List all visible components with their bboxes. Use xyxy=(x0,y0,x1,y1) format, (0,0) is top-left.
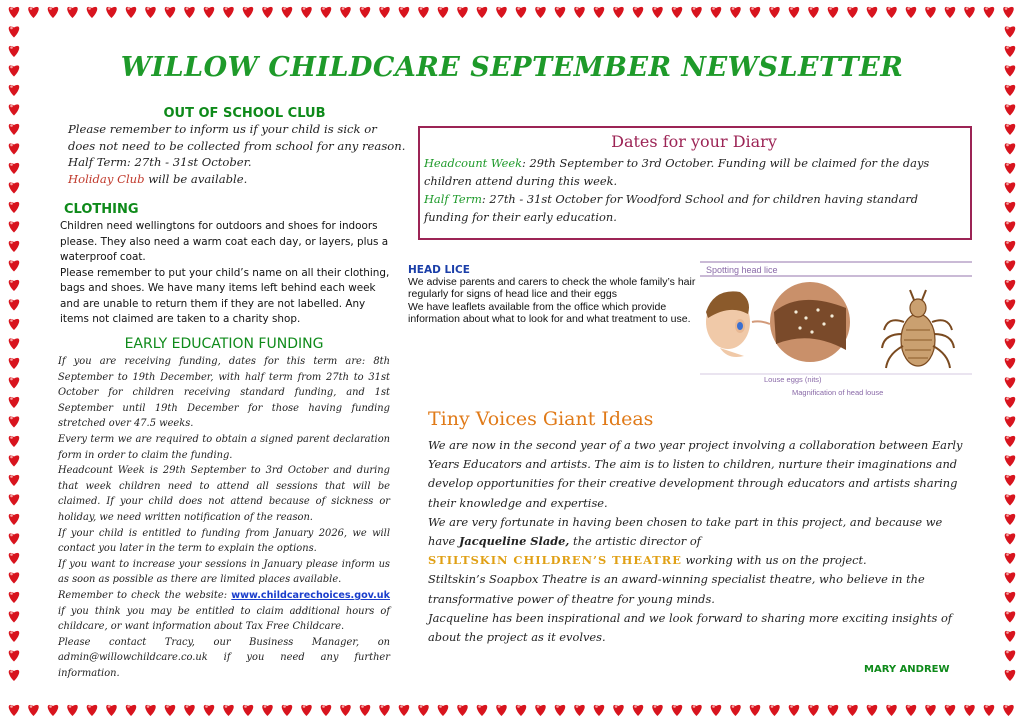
border-heart xyxy=(1005,280,1016,291)
border-heart xyxy=(925,7,936,18)
border-heart xyxy=(340,705,351,716)
border-heart xyxy=(750,7,761,18)
childcare-choices-link[interactable]: www.childcarechoices.gov.uk xyxy=(231,589,390,601)
border-heart xyxy=(750,705,761,716)
head-lice-section xyxy=(408,264,698,326)
border-heart xyxy=(223,705,234,716)
half-term-text: : 27th - 31st October for Woodford School and for children having standard funding for their early education. xyxy=(424,192,919,224)
border-heart xyxy=(321,7,332,18)
border-heart xyxy=(867,705,878,716)
border-heart xyxy=(1005,319,1016,330)
border-heart xyxy=(243,7,254,18)
border-heart xyxy=(1005,592,1016,603)
border-heart xyxy=(1005,85,1016,96)
border-heart xyxy=(477,7,488,18)
osc-text xyxy=(68,121,407,187)
border-heart xyxy=(1005,670,1016,681)
border-heart xyxy=(9,241,20,252)
head-lice-illustration xyxy=(700,260,972,400)
border-heart xyxy=(555,705,566,716)
border-heart xyxy=(9,475,20,486)
border-heart xyxy=(1005,455,1016,466)
border-heart xyxy=(106,705,117,716)
border-heart xyxy=(906,7,917,18)
border-heart xyxy=(243,705,254,716)
border-heart xyxy=(126,7,137,18)
half-term-label: Half Term xyxy=(424,192,482,206)
border-heart xyxy=(633,705,644,716)
headcount-label: Headcount Week xyxy=(424,156,523,170)
border-heart xyxy=(9,611,20,622)
stiltskin-theatre-name: STILTSKIN CHILDREN’S THEATRE xyxy=(428,553,682,568)
border-heart xyxy=(67,705,78,716)
border-heart xyxy=(496,7,507,18)
tiny-p3 xyxy=(428,551,968,570)
border-heart xyxy=(652,7,663,18)
osc-holiday-rest: will be available. xyxy=(144,171,248,186)
border-heart xyxy=(594,7,605,18)
border-heart xyxy=(652,705,663,716)
osc-line1: Please remember to inform us if your child is sick or does not need to be collected from school for any reason. xyxy=(68,122,406,153)
border-heart xyxy=(516,7,527,18)
border-heart xyxy=(1005,494,1016,505)
border-heart xyxy=(1005,124,1016,135)
border-heart xyxy=(418,7,429,18)
clothing-section xyxy=(60,202,396,328)
border-heart xyxy=(1005,241,1016,252)
border-heart xyxy=(613,7,624,18)
border-heart xyxy=(1005,358,1016,369)
eef-p1: If you are receiving funding, dates for this term are: 8th September to 19th December, with half term from 27th to 31st October for children receiving standard funding, and 1st September until 19th December for those having funding stretched over 47.5 weeks. xyxy=(58,356,390,430)
border-heart xyxy=(828,7,839,18)
border-heart xyxy=(126,705,137,716)
border-heart xyxy=(48,7,59,18)
lice-img-eggs-label: Louse eggs (nits) xyxy=(764,375,822,384)
border-heart xyxy=(1005,514,1016,525)
diary-heading: Dates for your Diary xyxy=(611,132,777,151)
border-heart xyxy=(282,7,293,18)
border-heart xyxy=(9,319,20,330)
osc-heading: OUT OF SCHOOL CLUB xyxy=(163,106,326,121)
border-heart xyxy=(808,7,819,18)
dates-diary-box xyxy=(418,126,972,240)
border-heart xyxy=(9,397,20,408)
border-heart xyxy=(399,7,410,18)
border-heart xyxy=(204,705,215,716)
border-heart xyxy=(360,705,371,716)
newsletter-title: WILLOW CHILDCARE SEPTEMBER NEWSLETTER xyxy=(120,52,904,83)
border-heart xyxy=(574,7,585,18)
border-heart xyxy=(418,705,429,716)
border-heart xyxy=(9,670,20,681)
out-of-school-club-section xyxy=(62,106,407,187)
diary-half-term xyxy=(424,190,964,226)
border-heart xyxy=(262,7,273,18)
osc-line2: Half Term: 27th - 31st October. xyxy=(68,155,252,169)
tiny-p5: Jacqueline has been inspirational and we look forward to sharing more exciting insights of about the project as it evolves. xyxy=(428,610,953,645)
border-heart xyxy=(1003,7,1014,18)
border-heart xyxy=(9,182,20,193)
border-heart xyxy=(9,494,20,505)
border-heart xyxy=(808,705,819,716)
border-heart xyxy=(769,7,780,18)
osc-holiday-label: Holiday Club xyxy=(68,171,145,186)
border-heart xyxy=(1005,397,1016,408)
border-heart xyxy=(769,705,780,716)
border-heart xyxy=(711,7,722,18)
border-heart xyxy=(1005,572,1016,583)
lice-p1: We advise parents and carers to check the whole family’s hair regularly for signs of head lice and their eggs xyxy=(408,276,696,301)
border-heart xyxy=(984,7,995,18)
border-heart xyxy=(9,26,20,37)
border-heart xyxy=(9,377,20,388)
tiny-p3-rest: working with us on the project. xyxy=(681,553,867,568)
border-heart xyxy=(594,705,605,716)
border-heart xyxy=(67,7,78,18)
border-heart xyxy=(9,514,20,525)
border-heart xyxy=(9,358,20,369)
border-heart xyxy=(9,280,20,291)
border-heart xyxy=(984,705,995,716)
border-heart xyxy=(301,705,312,716)
border-heart xyxy=(828,705,839,716)
border-heart xyxy=(613,705,624,716)
eef-p3: Headcount Week is 29th September to 3rd October and during that week children need to attend all sessions that will be claimed. If your child does not attend because of sickness or holiday, we need written notification of the reason. xyxy=(58,465,390,523)
border-heart xyxy=(165,7,176,18)
border-heart xyxy=(477,705,488,716)
border-heart xyxy=(9,592,20,603)
signoff-name: MARY ANDREW xyxy=(864,664,950,675)
border-heart xyxy=(9,299,20,310)
headcount-text: : 29th September to 3rd October. Funding will be claimed for the days children attend during this week. xyxy=(424,156,930,188)
border-heart xyxy=(9,650,20,661)
lice-p2: We have leaflets available from the office which provide information about what to look for and what treatment to use. xyxy=(408,300,691,326)
border-heart xyxy=(1005,163,1016,174)
border-heart xyxy=(9,455,20,466)
border-heart xyxy=(691,7,702,18)
border-heart xyxy=(9,572,20,583)
border-heart xyxy=(457,7,468,18)
tiny-p2-a: We are very fortunate in having been chosen to take part in this project, and because we have xyxy=(428,514,943,549)
border-heart xyxy=(340,7,351,18)
border-heart xyxy=(1005,533,1016,544)
border-heart xyxy=(106,7,117,18)
border-heart xyxy=(964,705,975,716)
border-heart xyxy=(906,705,917,716)
border-heart xyxy=(28,7,39,18)
border-heart xyxy=(282,705,293,716)
border-heart xyxy=(672,7,683,18)
border-heart xyxy=(847,7,858,18)
border-heart xyxy=(945,705,956,716)
clothing-text2: Please remember to put your child’s name on all their clothing, bags and shoes. We have many items left behind each week and are unable to return them if they are not labelled. Any items not claimed are taken to a charity shop. xyxy=(60,266,390,325)
eef-p6-before: Remember to check the website: xyxy=(58,589,232,601)
tiny-p2-b: the artistic director of xyxy=(569,534,701,549)
border-heart xyxy=(672,705,683,716)
border-heart xyxy=(1005,631,1016,642)
border-heart xyxy=(1005,299,1016,310)
tiny-p2-name: Jacqueline Slade, xyxy=(458,534,570,549)
tiny-p4: Stiltskin’s Soapbox Theatre is an award-winning specialist theatre, who believe in the transformative power of theatre for young minds. xyxy=(428,572,925,606)
border-heart xyxy=(574,705,585,716)
border-heart xyxy=(457,705,468,716)
border-heart xyxy=(9,104,20,115)
tiny-p2 xyxy=(428,513,968,551)
border-heart xyxy=(1005,182,1016,193)
border-heart xyxy=(1005,553,1016,564)
eef-p4: If your child is entitled to funding from January 2026, we will contact you later in the term to explain the options. xyxy=(58,527,390,555)
eef-p6-after: if you think you may be entitled to claim additional hours of childcare, or want information about Tax Free Childcare. xyxy=(58,605,390,633)
border-heart xyxy=(925,705,936,716)
border-heart xyxy=(789,705,800,716)
border-heart xyxy=(691,705,702,716)
border-heart xyxy=(28,705,39,716)
border-heart xyxy=(87,7,98,18)
border-heart xyxy=(1005,475,1016,486)
border-heart xyxy=(204,7,215,18)
early-education-funding-section xyxy=(58,336,390,681)
border-heart xyxy=(711,705,722,716)
tiny-heading: Tiny Voices Giant Ideas xyxy=(428,408,654,430)
border-heart xyxy=(867,7,878,18)
border-heart xyxy=(165,705,176,716)
border-heart xyxy=(184,7,195,18)
border-heart xyxy=(1003,705,1014,716)
border-heart xyxy=(496,705,507,716)
border-heart xyxy=(48,705,59,716)
lice-heading: HEAD LICE xyxy=(408,264,470,276)
border-heart xyxy=(1005,377,1016,388)
border-heart xyxy=(9,124,20,135)
border-heart xyxy=(9,85,20,96)
tiny-p1: We are now in the second year of a two year project involving a collaboration between Early Years Educators and artists. The aim is to listen to children, nurture their imaginations and develop opportunities for their creative development through educators and artists sharing their knowledge and expertise. xyxy=(428,438,963,510)
tiny-voices-section xyxy=(428,408,968,647)
border-heart xyxy=(399,705,410,716)
border-heart xyxy=(516,705,527,716)
border-heart xyxy=(9,416,20,427)
border-heart xyxy=(145,7,156,18)
border-heart xyxy=(9,436,20,447)
border-heart xyxy=(1005,104,1016,115)
border-heart xyxy=(379,705,390,716)
border-heart xyxy=(9,338,20,349)
eef-p5: If you want to increase your sessions in January please inform us as soon as possible as there are limited places available. xyxy=(58,558,390,586)
border-heart xyxy=(1005,221,1016,232)
border-heart xyxy=(945,7,956,18)
border-heart xyxy=(789,7,800,18)
border-heart xyxy=(1005,260,1016,271)
border-heart xyxy=(535,705,546,716)
border-heart xyxy=(1005,26,1016,37)
border-heart xyxy=(1005,416,1016,427)
clothing-heading: CLOTHING xyxy=(64,202,139,217)
border-heart xyxy=(9,7,20,18)
border-heart xyxy=(9,221,20,232)
border-heart xyxy=(1005,650,1016,661)
border-heart xyxy=(964,7,975,18)
border-heart xyxy=(1005,338,1016,349)
border-heart xyxy=(9,143,20,154)
border-heart xyxy=(438,705,449,716)
eef-p2: Every term we are required to obtain a signed parent declaration form in order to claim the funding. xyxy=(58,433,390,461)
border-heart xyxy=(9,260,20,271)
border-heart xyxy=(1005,202,1016,213)
border-heart xyxy=(9,705,20,716)
eef-heading: EARLY EDUCATION FUNDING xyxy=(124,336,324,352)
eef-p7: Please contact Tracy, our Business Manager, on admin@willowchildcare.co.uk if you need any further information. xyxy=(58,636,390,679)
eef-p6 xyxy=(58,588,390,635)
border-heart xyxy=(1005,436,1016,447)
border-heart xyxy=(145,705,156,716)
border-heart xyxy=(262,705,273,716)
border-heart xyxy=(321,705,332,716)
border-heart xyxy=(9,553,20,564)
border-heart xyxy=(847,705,858,716)
border-heart xyxy=(9,533,20,544)
border-heart xyxy=(438,7,449,18)
border-heart xyxy=(360,7,371,18)
clothing-text1: Children need wellingtons for outdoors and shoes for indoors please. They also need a warm coat each day, or layers, plus a waterproof coat. xyxy=(60,220,389,263)
border-heart xyxy=(184,705,195,716)
lice-img-title: Spotting head lice xyxy=(706,265,778,275)
border-heart xyxy=(9,631,20,642)
border-heart xyxy=(1005,143,1016,154)
diary-headcount xyxy=(424,154,964,190)
border-heart xyxy=(379,7,390,18)
border-heart xyxy=(633,7,644,18)
border-heart xyxy=(886,705,897,716)
border-heart xyxy=(9,163,20,174)
lice-img-mag-label: Magnification of head louse xyxy=(792,388,884,397)
border-heart xyxy=(730,705,741,716)
border-heart xyxy=(301,7,312,18)
border-heart xyxy=(886,7,897,18)
border-heart xyxy=(1005,611,1016,622)
border-heart xyxy=(223,7,234,18)
border-heart xyxy=(87,705,98,716)
border-heart xyxy=(730,7,741,18)
border-heart xyxy=(9,202,20,213)
border-heart xyxy=(555,7,566,18)
border-heart xyxy=(535,7,546,18)
